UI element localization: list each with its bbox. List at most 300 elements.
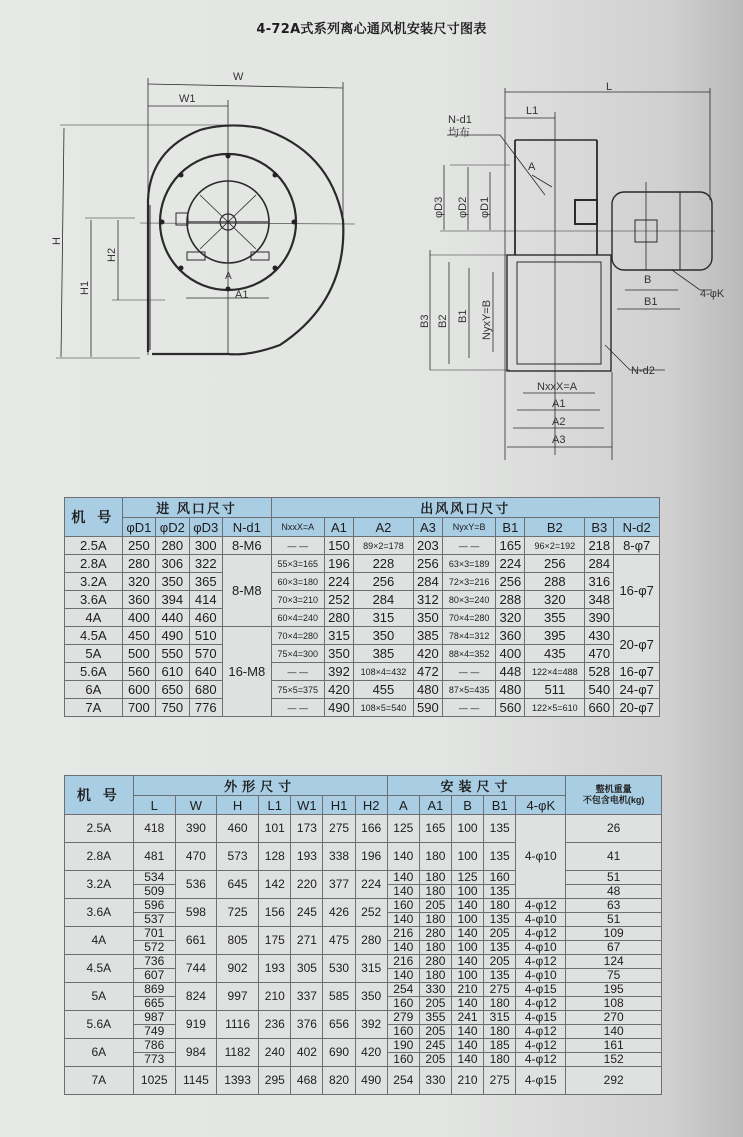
table-cell: 180 [484, 899, 516, 913]
table-cell: 470 [175, 843, 216, 871]
svg-text:N-d1: N-d1 [448, 114, 472, 126]
table-cell: 455 [354, 681, 414, 699]
table-cell: 140 [387, 969, 419, 983]
table-cell: 426 [323, 899, 355, 927]
table-cell: 440 [156, 609, 189, 627]
table-cell: 610 [156, 663, 189, 681]
machine-no-cell: 3.6A [65, 591, 123, 609]
table-cell: 180 [419, 941, 451, 955]
table-cell: 284 [413, 573, 442, 591]
table-cell: 254 [387, 1067, 419, 1095]
weight-cell: 108 [566, 997, 662, 1011]
table-cell: 902 [216, 955, 258, 983]
table-row [65, 645, 660, 663]
table-row [65, 681, 660, 699]
svg-text:N-d2: N-d2 [631, 365, 655, 377]
L-value-lower: 665 [144, 996, 165, 1010]
table-cell: 185 [484, 1039, 516, 1053]
svg-text:A: A [225, 271, 232, 282]
table-cell: 88×4=352 [442, 645, 495, 663]
machine-no-cell: 2.8A [65, 555, 123, 573]
table-cell: 160 [387, 997, 419, 1011]
col-H: H [216, 796, 258, 815]
table-cell: 101 [259, 815, 291, 843]
table-cell: 402 [291, 1039, 323, 1067]
table-cell: 300 [189, 537, 222, 555]
table-row [65, 537, 660, 555]
page-title: 4-72A式系列离心通风机安装尺寸图表 [256, 22, 487, 37]
table-cell: 350 [413, 609, 442, 627]
group-install: 安装尺寸 [387, 776, 566, 796]
table-cell: 196 [324, 555, 353, 573]
nd2-cell: 8-φ7 [614, 537, 660, 555]
weight-header-line2: 不包含电机(kg) [582, 795, 645, 805]
L-value-upper: 534 [134, 871, 175, 885]
L-cell [133, 927, 175, 955]
machine-no-cell: 2.5A [65, 537, 123, 555]
table-cell: 150 [324, 537, 353, 555]
table-cell: 744 [175, 955, 216, 983]
table-cell: — — [442, 663, 495, 681]
table-cell: 645 [216, 871, 258, 899]
table-cell: 180 [419, 843, 451, 871]
table-cell: 315 [484, 1011, 516, 1025]
table-row [65, 699, 660, 717]
table-cell: 919 [175, 1011, 216, 1039]
table-cell: 108×5=540 [354, 699, 414, 717]
table-cell: 173 [291, 815, 323, 843]
nd2-cell: 16-φ7 [614, 555, 660, 627]
outline-install-dimension-table [64, 775, 662, 1095]
L-value-upper: 869 [134, 983, 175, 997]
table-cell: 511 [525, 681, 585, 699]
table-cell: 824 [175, 983, 216, 1011]
table-cell: 236 [259, 1011, 291, 1039]
table-cell: 472 [413, 663, 442, 681]
table-cell: 475 [323, 927, 355, 955]
table-cell: 355 [525, 609, 585, 627]
col-B1: B1 [496, 518, 525, 537]
weight-cell: 140 [566, 1025, 662, 1039]
svg-text:A2: A2 [552, 416, 566, 428]
table-cell: 288 [496, 591, 525, 609]
table-cell: 205 [484, 927, 516, 941]
table-cell: 4-φ15 [516, 1011, 566, 1025]
col-NxX: NxxX=A [271, 518, 324, 537]
table-cell: 224 [324, 573, 353, 591]
table-cell: 70×3=210 [271, 591, 324, 609]
table-cell: 205 [419, 997, 451, 1011]
table-cell: 305 [291, 955, 323, 983]
table-cell: 250 [122, 537, 155, 555]
table-cell: 190 [387, 1039, 419, 1053]
col-W1: W1 [291, 796, 323, 815]
table-cell: 205 [419, 899, 451, 913]
table-cell: 4-φ12 [516, 997, 566, 1011]
machine-no-cell: 3.6A [65, 899, 134, 927]
table-cell: 350 [354, 627, 414, 645]
table-cell: 275 [484, 1067, 516, 1095]
table-cell: 140 [387, 941, 419, 955]
nd1-cell: 8-M8 [222, 555, 271, 627]
table-cell: 470 [585, 645, 614, 663]
table-cell: 245 [419, 1039, 451, 1053]
table-cell: 348 [585, 591, 614, 609]
svg-text:W: W [233, 71, 244, 83]
table-cell: 241 [451, 1011, 483, 1025]
table-cell: 468 [291, 1067, 323, 1095]
col-H1: H1 [323, 796, 355, 815]
weight-header-line1: 整机重量 [595, 784, 632, 794]
table-cell: 392 [324, 663, 353, 681]
table-cell: 4-φ10 [516, 913, 566, 927]
table-row [65, 1011, 662, 1025]
table-cell: 820 [323, 1067, 355, 1095]
table-cell: 140 [451, 1053, 483, 1067]
svg-text:L: L [606, 81, 613, 93]
table-cell: 725 [216, 899, 258, 927]
table-cell: 125 [387, 815, 419, 843]
table-cell: 224 [496, 555, 525, 573]
table-cell: 135 [484, 885, 516, 899]
table-cell: 690 [323, 1039, 355, 1067]
table-cell: 805 [216, 927, 258, 955]
table-cell: 560 [122, 663, 155, 681]
table-cell: 280 [122, 555, 155, 573]
col-B1: B1 [484, 796, 516, 815]
table-cell: 394 [156, 591, 189, 609]
table-cell: 4-φ12 [516, 1039, 566, 1053]
table-cell: 550 [156, 645, 189, 663]
table-cell: 165 [496, 537, 525, 555]
table-cell: 600 [122, 681, 155, 699]
table-cell: 140 [451, 1025, 483, 1039]
table-cell: 365 [189, 573, 222, 591]
table-cell: 279 [387, 1011, 419, 1025]
L-cell [133, 1039, 175, 1067]
L-cell [133, 871, 175, 899]
table-cell: 4-φ12 [516, 955, 566, 969]
table-cell: 240 [259, 1039, 291, 1067]
table-cell: 288 [525, 573, 585, 591]
table-cell: 180 [419, 913, 451, 927]
table-row [65, 983, 662, 997]
table-row [65, 1039, 662, 1053]
table-cell: 140 [387, 885, 419, 899]
table-cell: 460 [216, 815, 258, 843]
table-cell: 203 [413, 537, 442, 555]
table-cell: 355 [419, 1011, 451, 1025]
table-cell: 315 [324, 627, 353, 645]
machine-no-cell: 2.8A [65, 843, 134, 871]
table-cell: 100 [451, 969, 483, 983]
group-inlet: 进 风口尺寸 [122, 498, 271, 518]
machine-no-cell: 7A [65, 699, 123, 717]
col-B2: B2 [525, 518, 585, 537]
table-cell: — — [442, 537, 495, 555]
table-cell: 280 [355, 927, 387, 955]
svg-text:A1: A1 [552, 398, 566, 410]
col-L: L [133, 796, 175, 815]
table-cell: 224 [355, 871, 387, 899]
table-cell: 216 [387, 927, 419, 941]
table-cell: 140 [451, 997, 483, 1011]
table-cell: 480 [413, 681, 442, 699]
weight-cell: 75 [566, 969, 662, 983]
table-cell: 656 [323, 1011, 355, 1039]
table-cell: 1182 [216, 1039, 258, 1067]
table-cell: 700 [122, 699, 155, 717]
col-D1: φD1 [122, 518, 155, 537]
table-cell: 350 [156, 573, 189, 591]
table-cell: 55×3=165 [271, 555, 324, 573]
table-cell: 490 [324, 699, 353, 717]
table-cell: 80×3=240 [442, 591, 495, 609]
table-cell: 490 [355, 1067, 387, 1095]
table-cell: 640 [189, 663, 222, 681]
svg-text:B3: B3 [419, 314, 431, 328]
table-cell: 435 [525, 645, 585, 663]
nd2-cell: 24-φ7 [614, 681, 660, 699]
svg-text:φD1: φD1 [479, 196, 491, 218]
table-cell: 573 [216, 843, 258, 871]
machine-no-cell: 4A [65, 927, 134, 955]
L-cell [133, 983, 175, 1011]
table2-body [65, 815, 662, 1095]
L-value-upper: 701 [134, 927, 175, 941]
side-view-labels [419, 81, 725, 446]
weight-cell: 26 [566, 815, 662, 843]
table-cell: 245 [291, 899, 323, 927]
table-cell: 284 [354, 591, 414, 609]
table-cell: 252 [355, 899, 387, 927]
table-cell: 100 [451, 843, 483, 871]
machine-no-cell: 4.5A [65, 955, 134, 983]
table-cell: 75×4=300 [271, 645, 324, 663]
table-cell: 338 [323, 843, 355, 871]
L-cell [133, 955, 175, 983]
table-cell: 392 [355, 1011, 387, 1039]
table-cell: 140 [451, 927, 483, 941]
table-cell: 135 [484, 913, 516, 927]
table1-body [65, 537, 660, 717]
table-cell: 360 [122, 591, 155, 609]
table-cell: 256 [413, 555, 442, 573]
weight-cell: 67 [566, 941, 662, 955]
K-merged-cell: 4-φ10 [516, 815, 566, 899]
table-row [65, 555, 660, 573]
group-outline: 外形尺寸 [133, 776, 387, 796]
svg-text:4-φK: 4-φK [700, 288, 725, 300]
side-view-drawing [430, 88, 715, 460]
L-cell: 1025 [133, 1067, 175, 1095]
table-cell: 420 [355, 1039, 387, 1067]
table-cell: 140 [387, 871, 419, 885]
weight-cell: 109 [566, 927, 662, 941]
table-cell: 385 [354, 645, 414, 663]
svg-text:H: H [51, 237, 63, 245]
col-machine-no: 机 号 [65, 776, 134, 815]
table-cell: 252 [324, 591, 353, 609]
svg-text:NxxX=A: NxxX=A [537, 381, 578, 393]
table-cell: 530 [323, 955, 355, 983]
col-L1: L1 [259, 796, 291, 815]
table-row [65, 871, 662, 885]
table-cell: 776 [189, 699, 222, 717]
col-K: 4-φK [516, 796, 566, 815]
table-cell: 320 [496, 609, 525, 627]
table-row [65, 627, 660, 645]
table-cell: 140 [451, 899, 483, 913]
nd2-cell: 20-φ7 [614, 699, 660, 717]
L-value-lower: 572 [144, 940, 165, 954]
table-cell: 540 [585, 681, 614, 699]
table-cell: 218 [585, 537, 614, 555]
L-value-lower: 607 [144, 968, 165, 982]
weight-cell: 41 [566, 843, 662, 871]
table-cell: 63×3=189 [442, 555, 495, 573]
table-cell: — — [271, 699, 324, 717]
table-cell: 135 [484, 843, 516, 871]
group-outlet: 出风风口尺寸 [271, 498, 659, 518]
table-cell: 142 [259, 871, 291, 899]
table-cell: 140 [451, 955, 483, 969]
table-cell: 175 [259, 927, 291, 955]
table-cell: 420 [324, 681, 353, 699]
weight-cell: 124 [566, 955, 662, 969]
machine-no-cell: 4A [65, 609, 123, 627]
table-row [65, 573, 660, 591]
svg-text:B1: B1 [644, 296, 658, 308]
col-A3: A3 [413, 518, 442, 537]
table-cell: 210 [451, 1067, 483, 1095]
table-cell: 312 [413, 591, 442, 609]
table-cell: 4-φ15 [516, 1067, 566, 1095]
table-cell: 135 [484, 969, 516, 983]
table-cell: 320 [525, 591, 585, 609]
table-row [65, 591, 660, 609]
svg-text:H1: H1 [79, 280, 91, 295]
col-D2: φD2 [156, 518, 189, 537]
table-cell: 510 [189, 627, 222, 645]
svg-text:B1: B1 [457, 309, 469, 323]
table-cell: 430 [585, 627, 614, 645]
table-cell: 256 [496, 573, 525, 591]
table-cell: 320 [122, 573, 155, 591]
machine-no-cell: 5A [65, 983, 134, 1011]
table-cell: 330 [419, 983, 451, 997]
table-cell: 160 [484, 871, 516, 885]
table-cell: 205 [419, 1053, 451, 1067]
table-cell: 585 [323, 983, 355, 1011]
table-cell: 997 [216, 983, 258, 1011]
svg-text:A1: A1 [235, 289, 249, 301]
table-cell: 210 [451, 983, 483, 997]
weight-cell: 161 [566, 1039, 662, 1053]
table-cell: 128 [259, 843, 291, 871]
table-cell: 125 [451, 871, 483, 885]
L-cell [133, 899, 175, 927]
table-cell: 254 [387, 983, 419, 997]
svg-text:B2: B2 [437, 314, 449, 328]
L-value-lower: 537 [144, 912, 165, 926]
table-cell: 72×3=216 [442, 573, 495, 591]
col-B: B [451, 796, 483, 815]
table-cell: 460 [189, 609, 222, 627]
table-cell: 210 [259, 983, 291, 1011]
nd1-cell: 16-M8 [222, 627, 271, 717]
table-cell: 280 [419, 955, 451, 969]
table-cell: 750 [156, 699, 189, 717]
table-cell: 280 [324, 609, 353, 627]
table-cell: 60×3=180 [271, 573, 324, 591]
table-cell: 4-φ10 [516, 941, 566, 955]
table-cell: 680 [189, 681, 222, 699]
table-cell: 598 [175, 899, 216, 927]
table-cell: 180 [484, 1025, 516, 1039]
table-cell: 135 [484, 815, 516, 843]
machine-no-cell: 6A [65, 1039, 134, 1067]
table-cell: 315 [355, 955, 387, 983]
table-cell: 350 [324, 645, 353, 663]
table-cell: 140 [387, 913, 419, 927]
table-cell: 205 [484, 955, 516, 969]
table-row [65, 663, 660, 681]
col-D3: φD3 [189, 518, 222, 537]
table-cell: 337 [291, 983, 323, 1011]
table-cell: — — [271, 537, 324, 555]
L-value-upper: 987 [134, 1011, 175, 1025]
nd1-cell: 8-M6 [222, 537, 271, 555]
L-value-upper: 736 [134, 955, 175, 969]
table-cell: 590 [413, 699, 442, 717]
inlet-outlet-dimension-table [64, 497, 660, 717]
col-B3: B3 [585, 518, 614, 537]
L-cell: 481 [133, 843, 175, 871]
table-cell: 228 [354, 555, 414, 573]
weight-cell: 48 [566, 885, 662, 899]
table-cell: 70×4=280 [271, 627, 324, 645]
table-cell: 360 [496, 627, 525, 645]
table-cell: 193 [291, 843, 323, 871]
table-cell: 376 [291, 1011, 323, 1039]
table-cell: 500 [122, 645, 155, 663]
table-row [65, 955, 662, 969]
table-cell: 75×5=375 [271, 681, 324, 699]
L-value-lower: 773 [144, 1052, 165, 1066]
table-cell: 89×2=178 [354, 537, 414, 555]
table-cell: 377 [323, 871, 355, 899]
table-cell: 315 [354, 609, 414, 627]
L-cell: 418 [133, 815, 175, 843]
nd2-cell: 16-φ7 [614, 663, 660, 681]
table-cell: 350 [355, 983, 387, 1011]
table-cell: 122×5=610 [525, 699, 585, 717]
table-cell: 390 [585, 609, 614, 627]
col-A1: A1 [419, 796, 451, 815]
table-cell: 4-φ10 [516, 969, 566, 983]
weight-cell: 195 [566, 983, 662, 997]
table-cell: 414 [189, 591, 222, 609]
table-cell: 1145 [175, 1067, 216, 1095]
L-value-lower: 749 [144, 1024, 165, 1038]
svg-text:NyxY=B: NyxY=B [481, 299, 493, 340]
L-value-lower: 509 [144, 884, 165, 898]
table-cell: 560 [496, 699, 525, 717]
machine-no-cell: 4.5A [65, 627, 123, 645]
svg-text:B: B [644, 274, 652, 286]
table-cell: 165 [419, 815, 451, 843]
